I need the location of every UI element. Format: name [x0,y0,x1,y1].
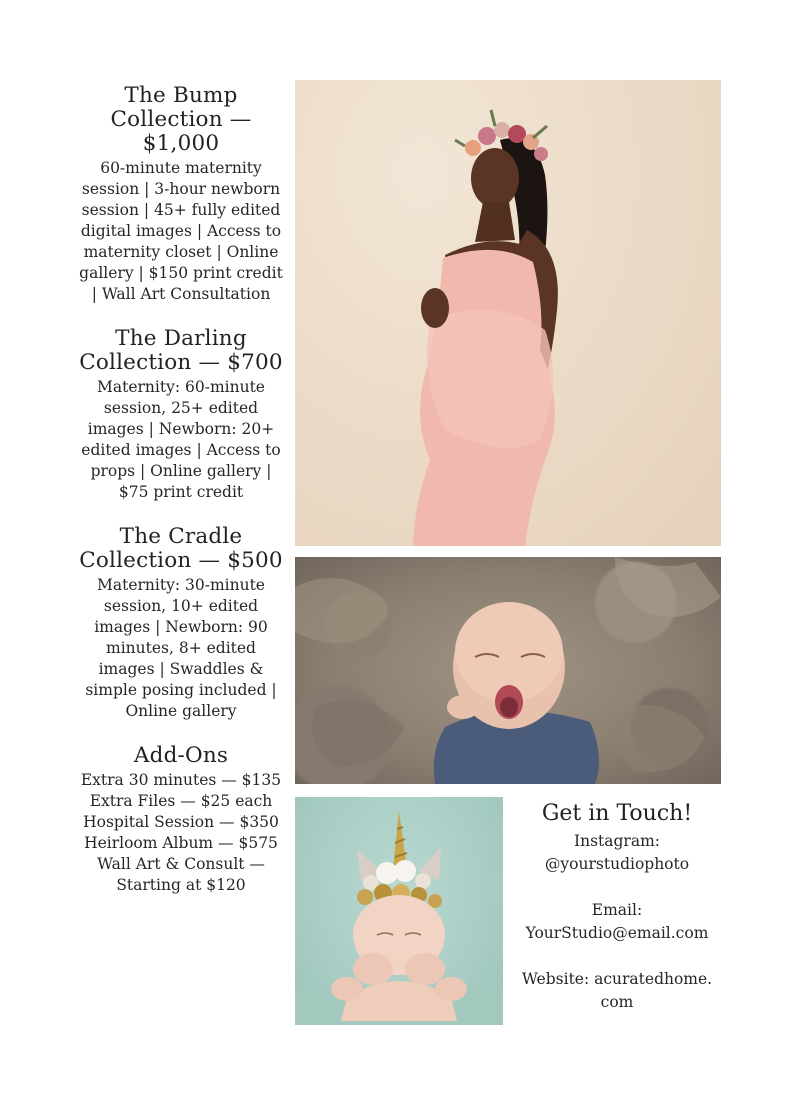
package-line: session | 3-hour newborn [81,180,281,198]
package-title-line: Collection — $500 [79,548,283,573]
package-description [74,377,288,503]
add-on-line: Starting at $120 [116,876,246,894]
package-line: Maternity: 30-minute [97,576,265,594]
contact-section [512,800,722,1014]
add-ons [74,744,288,896]
package-line: session | 45+ fully edited [81,201,281,219]
package-title-line: Collection — $1,000 [110,107,252,156]
package-line: props | Online gallery | [90,462,272,480]
package-title-line: The Darling [115,326,247,351]
package-line: session, 10+ edited [103,597,259,615]
add-on-line: Heirloom Album — $575 [84,834,278,852]
package-darling [74,327,288,503]
package-line: edited images | Access to [81,441,281,459]
email-label: Email: [591,901,643,919]
package-bump [74,84,288,305]
package-line: maternity closet | Online [83,243,279,261]
contact-title: Get in Touch! [541,801,693,826]
contact-details [512,830,722,1014]
packages-column [74,84,288,918]
instagram-label: Instagram: [573,832,661,850]
maternity-photo [295,80,721,546]
add-on-line: Hospital Session — $350 [83,813,279,831]
package-line: session, 25+ edited [103,399,259,417]
package-title [74,525,288,573]
package-line: images | Newborn: 20+ [87,420,275,438]
package-line: digital images | Access to [80,222,282,240]
package-title-line: The Cradle [119,524,243,549]
package-line: 60-minute maternity [100,159,262,177]
add-on-line: Wall Art & Consult — [97,855,265,873]
package-title-line: Collection — $700 [79,350,283,375]
website-link-continued[interactable]: com [600,993,634,1011]
package-line: gallery | $150 print credit [79,264,283,282]
newborn-unicorn-headband-photo [295,797,503,1025]
package-title [74,327,288,375]
add-on-line: Extra Files — $25 each [89,792,273,810]
newborn-yawning-photo [295,557,721,784]
package-title-line: Add-Ons [133,743,229,768]
package-title [74,84,288,156]
package-line: simple posing included | [85,681,277,699]
package-line: Maternity: 60-minute [97,378,265,396]
add-ons-title [74,744,288,768]
add-on-line: Extra 30 minutes — $135 [80,771,282,789]
instagram-handle[interactable]: @yourstudiophoto [544,855,690,873]
email-address[interactable]: YourStudio@email.com [525,924,709,942]
package-line: images | Newborn: 90 [94,618,268,636]
package-title-line: The Bump [124,83,238,108]
add-ons-list [74,770,288,896]
package-line: images | Swaddles & [98,660,264,678]
package-line: $75 print credit [118,483,244,501]
package-description [74,158,288,305]
website-link[interactable]: Website: acuratedhome. [521,970,713,988]
package-cradle [74,525,288,722]
package-line: minutes, 8+ edited [106,639,256,657]
package-description [74,575,288,722]
package-line: | Wall Art Consultation [91,285,271,303]
package-line: Online gallery [125,702,237,720]
